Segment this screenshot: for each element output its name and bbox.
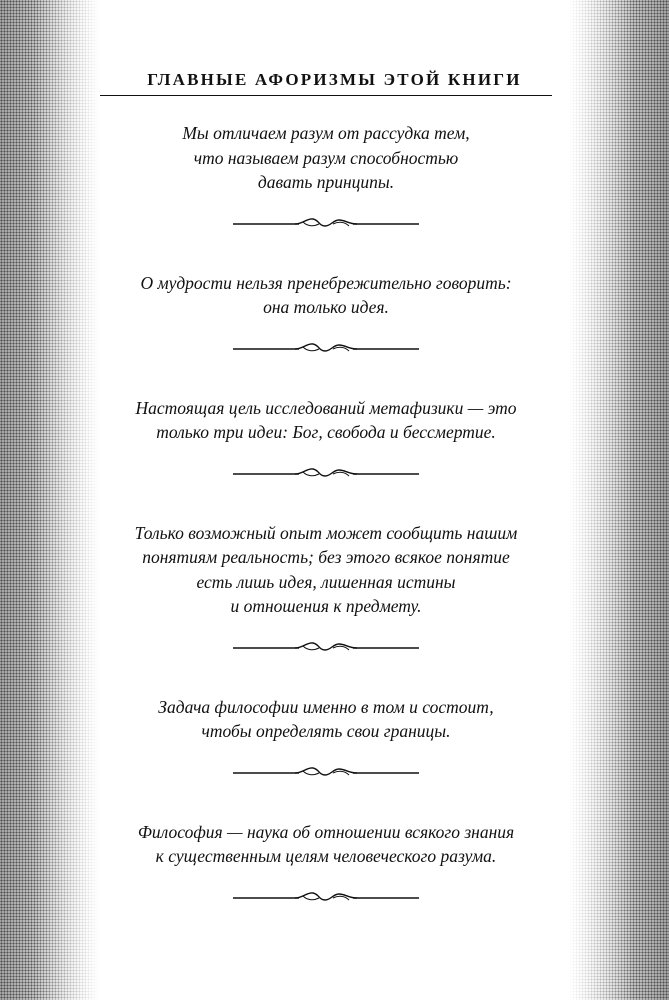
aphorism-text [100,695,552,744]
flourish-divider-icon [233,215,419,231]
aphorism-line: что называем разум способностью [193,147,459,168]
aphorism-line: давать принципы. [257,172,395,192]
aphorism-3 [100,396,552,481]
page-heading: ГЛАВНЫЕ АФОРИЗМЫ ЭТОЙ КНИГИ [147,70,522,89]
aphorism-text [100,396,552,445]
aphorism-line: она только идея. [263,297,389,317]
aphorism-line: чтобы определять свои границы. [201,721,451,741]
aphorism-line: Только возможный опыт может сообщить нашим [134,522,518,543]
aphorism-4 [100,521,552,655]
aphorism-line: Задача философии именно в том и состоит, [158,696,494,717]
aphorism-line: Мы отличаем разум от рассудка тем, [182,123,470,143]
aphorism-text [100,521,552,619]
flourish-divider-icon [233,465,419,481]
flourish-divider-icon [233,764,419,780]
aphorism-line: О мудрости нельзя пренебрежительно говорить: [140,272,512,293]
aphorism-6 [100,820,552,905]
aphorism-5 [100,695,552,780]
aphorism-line: только три идеи: Бог, свобода и бессмертие. [156,422,496,442]
flourish-divider-icon [233,340,419,356]
aphorism-line: есть лишь идея, лишенная истины [196,571,456,592]
aphorism-line: Настоящая цель исследований метафизики — это [135,397,517,418]
aphorism-text [100,271,552,320]
aphorism-2 [100,271,552,356]
aphorism-list [100,121,552,905]
aphorism-line: Философия — наука об отношении всякого знания [137,821,515,842]
aphorism-text [100,820,552,869]
aphorism-line: к существенным целям человеческого разума. [155,846,497,866]
flourish-divider-icon [233,639,419,655]
aphorism-line: и отношения к предмету. [230,596,422,616]
aphorism-1 [100,121,552,231]
heading-rule [100,95,552,96]
aphorism-line: понятиям реальность; без этого всякое понятие [142,547,510,567]
aphorism-text [100,121,552,195]
flourish-divider-icon [233,889,419,905]
